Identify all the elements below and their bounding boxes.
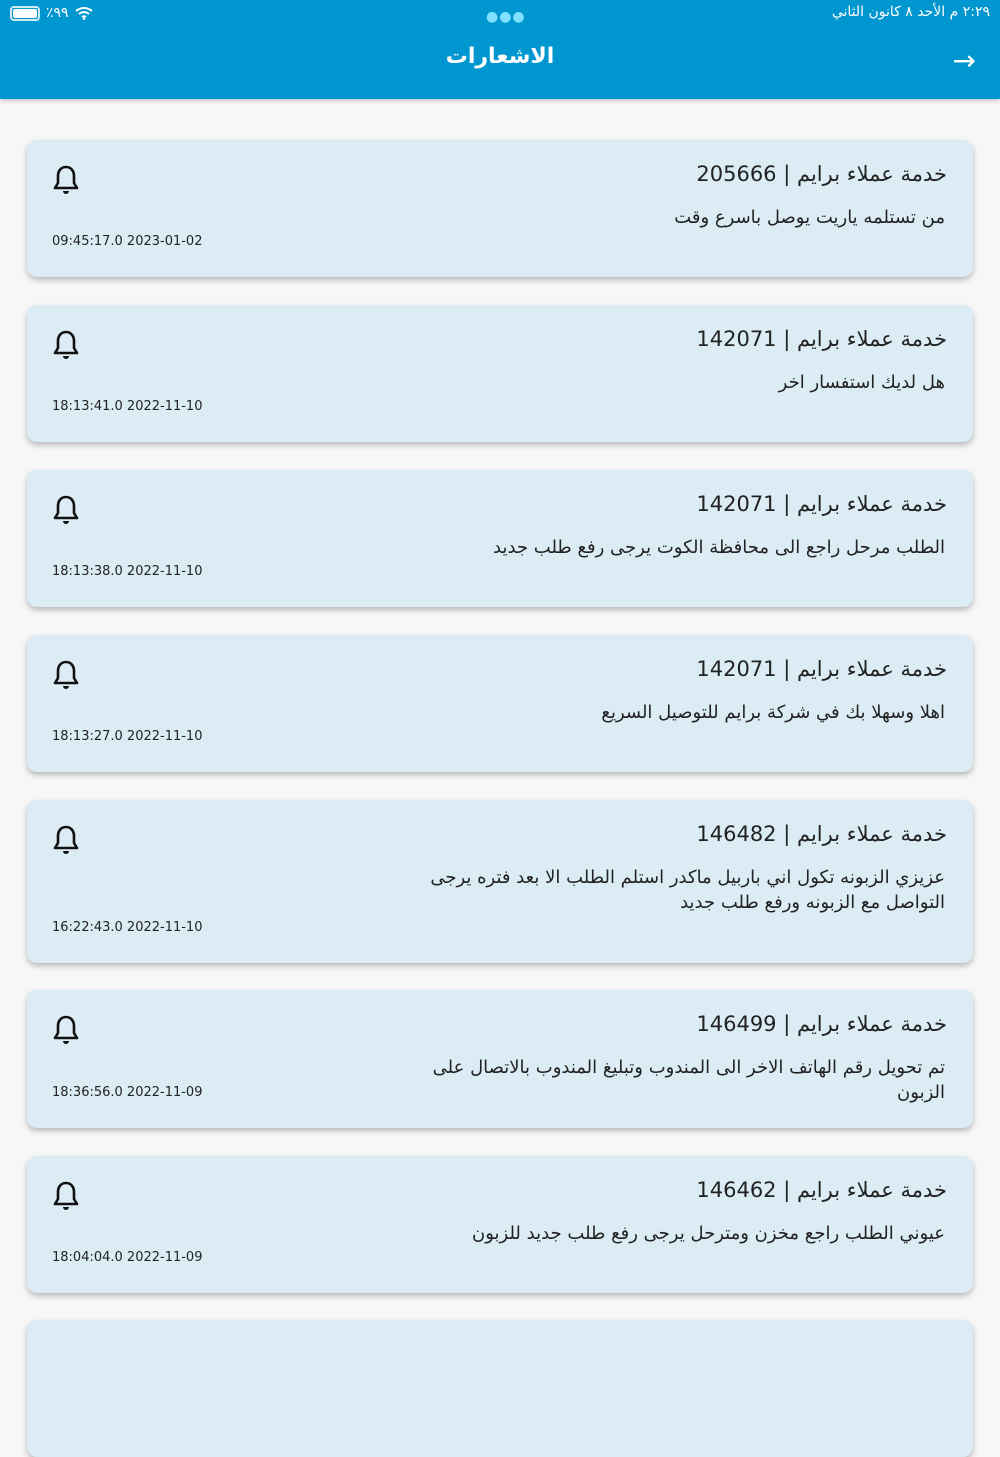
notification-title: خدمة عملاء برايم | 146482 — [696, 822, 947, 846]
notification-title: خدمة عملاء برايم | 146462 — [696, 1178, 947, 1202]
notification-card[interactable] — [27, 990, 973, 1128]
notification-body: عيوني الطلب راجع مخزن ومترحل يرجى رفع طلب جديد للزبون — [472, 1223, 945, 1244]
notification-time: 18:13:41.0 2022-11-10 — [52, 399, 203, 414]
notification-body: تم تحويل رقم الهاتف الاخر الى المندوب وتبليغ المندوب بالاتصال على الزبون — [432, 1057, 945, 1103]
back-arrow-icon[interactable]: → — [952, 44, 976, 77]
notification-time: 18:36:56.0 2022-11-09 — [52, 1085, 203, 1100]
notification-body: اهلا وسهلا بك في شركة برايم للتوصيل السريع — [601, 702, 945, 723]
notification-title: خدمة عملاء برايم | 205666 — [696, 162, 947, 186]
status-time-date: ٢:٢٩ م الأحد ٨ كانون الثاني — [831, 4, 990, 20]
notification-title: خدمة عملاء برايم | 142071 — [696, 657, 947, 681]
notification-time: 16:22:43.0 2022-11-10 — [52, 920, 203, 935]
notification-title: خدمة عملاء برايم | 146499 — [696, 1012, 947, 1036]
status-left — [10, 5, 93, 21]
notification-card[interactable] — [27, 140, 973, 277]
notification-body: عزيزي الزبونه تكول اني باربيل ماكدر استلم الطلب الا بعد فتره يرجى التواصل مع الزبونه ورفع طلب جديد — [430, 867, 945, 913]
notification-time: 09:45:17.0 2023-01-02 — [52, 234, 203, 249]
app-bar — [0, 0, 1000, 99]
notification-card[interactable] — [27, 800, 973, 963]
notification-body: من تستلمه ياريت يوصل باسرع وقت — [674, 207, 945, 228]
bell-icon — [52, 494, 80, 526]
notification-time: 18:13:38.0 2022-11-10 — [52, 564, 203, 579]
multitask-dots-icon[interactable]: ●●● — [486, 9, 526, 25]
battery-percent: ٪۹۹ — [46, 5, 69, 21]
notification-time: 18:04:04.0 2022-11-09 — [52, 1250, 203, 1265]
bell-icon — [52, 824, 80, 856]
notification-card[interactable] — [27, 1320, 973, 1457]
notification-title: خدمة عملاء برايم | 142071 — [696, 492, 947, 516]
bell-icon — [52, 659, 80, 691]
bell-icon — [52, 1180, 80, 1212]
notification-card[interactable] — [27, 1156, 973, 1293]
notification-card[interactable] — [27, 305, 973, 442]
notification-card[interactable] — [27, 635, 973, 772]
bell-icon — [52, 1014, 80, 1046]
notification-time: 18:13:27.0 2022-11-10 — [52, 729, 203, 744]
notification-body: هل لديك استفسار اخر — [778, 372, 945, 393]
notification-body: الطلب مرحل راجع الى محافظة الكوت يرجى رفع طلب جديد — [493, 537, 945, 558]
battery-icon — [10, 6, 40, 21]
notification-card[interactable] — [27, 470, 973, 607]
bell-icon — [52, 329, 80, 361]
notification-title: خدمة عملاء برايم | 142071 — [696, 327, 947, 351]
page-title: الاشعارات — [445, 44, 555, 69]
bell-icon — [52, 164, 80, 196]
wifi-icon — [75, 6, 93, 20]
